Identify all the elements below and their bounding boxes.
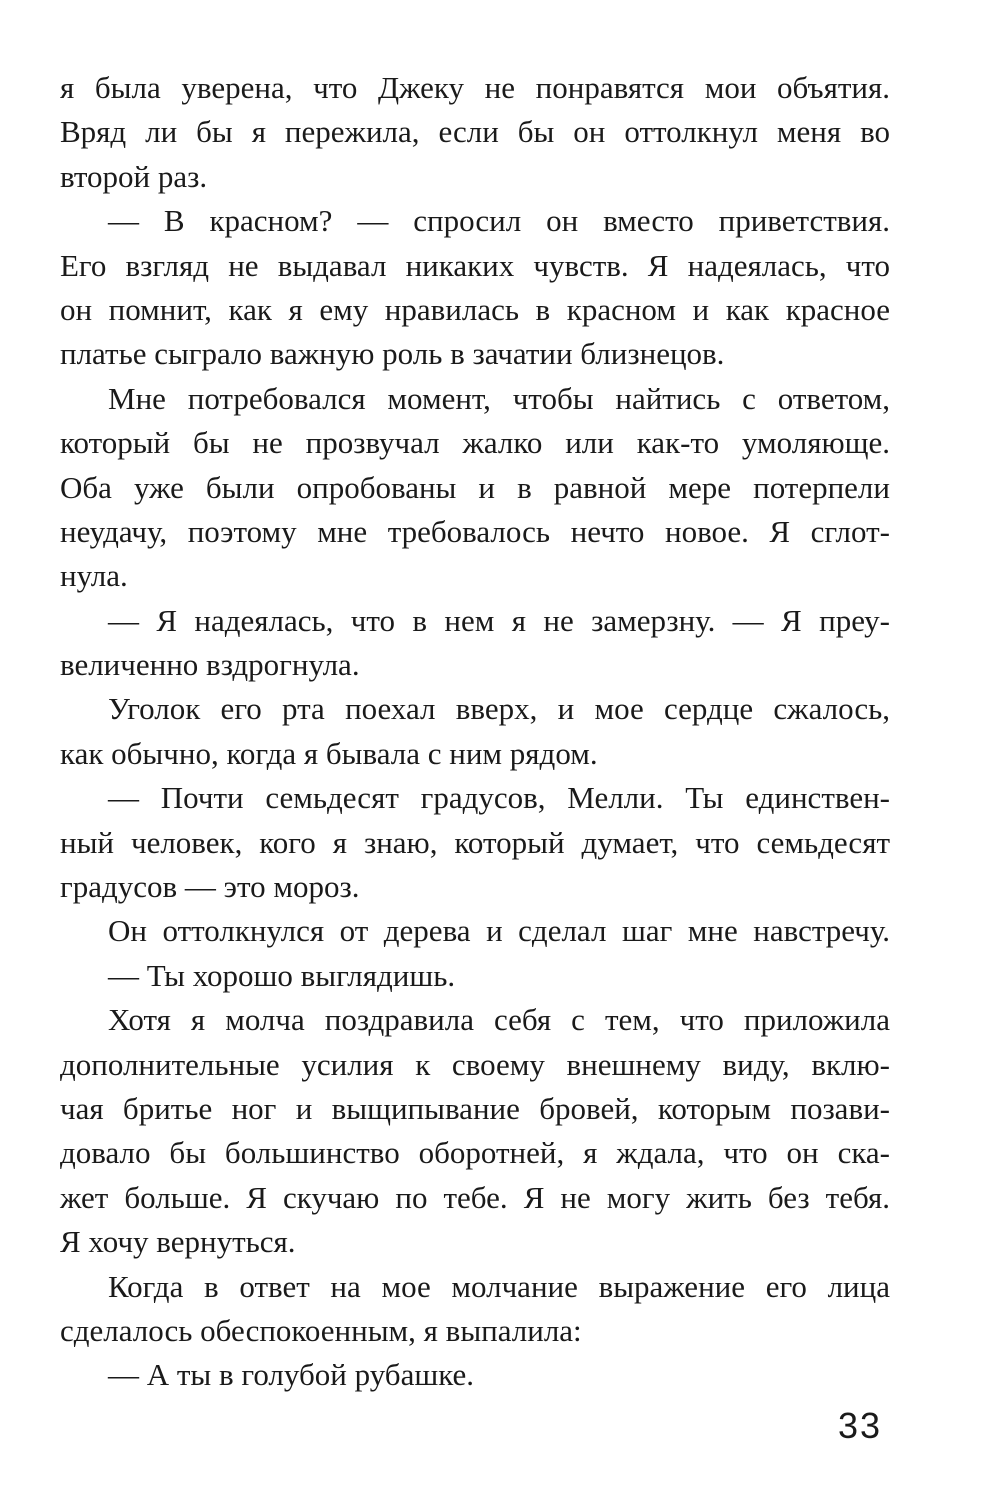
text-line: он помнит, как я ему нравилась в красном и как красное (60, 291, 890, 327)
text-line: неудачу, поэтому мне требовалось нечто новое. Я сглот- (60, 513, 890, 549)
text-line: ный человек, кого я знаю, который думает, что семьдесят (60, 824, 890, 860)
text-line: Мне потребовался момент, чтобы найтись с ответом, (108, 380, 890, 416)
text-line: Я хочу вернуться. (60, 1224, 296, 1260)
text-line: я была уверена, что Джеку не понравятся мои объятия. (60, 70, 890, 105)
text-line: чая бритье ног и выщипывание бровей, которым позави- (60, 1090, 890, 1126)
text-line: платье сыграло важную роль в зачатии близнецов. (60, 336, 725, 372)
text-line: Уголок его рта поехал вверх, и мое сердце сжалось, (108, 691, 890, 727)
text-line: который бы не прозвучал жалко или как-то умоляюще. (60, 425, 890, 461)
text-line: Вряд ли бы я пережила, если бы он оттолкнул меня во (60, 114, 890, 150)
text-line: — А ты в голубой рубашке. (108, 1357, 474, 1393)
text-line: величенно вздрогнула. (60, 647, 360, 683)
text-line: градусов — это мороз. (60, 869, 360, 905)
text-line: — Я надеялась, что в нем я не замерзну. — Я преу- (108, 602, 890, 638)
text-line: как обычно, когда я бывала с ним рядом. (60, 735, 598, 771)
text-line: Его взгляд не выдавал никаких чувств. Я надеялась, что (60, 247, 890, 283)
text-line: сделалось обеспокоенным, я выпалила: (60, 1312, 582, 1348)
text-line: жет больше. Я скучаю по тебе. Я не могу жить без тебя. (60, 1179, 890, 1215)
text-line: дополнительные усилия к своему внешнему виду, вклю- (60, 1046, 890, 1082)
page-number: 33 (838, 1405, 883, 1446)
text-line: Оба уже были опробованы и в равной мере потерпели (60, 469, 890, 505)
text-line: — В красном? — спросил он вместо приветствия. (108, 203, 890, 239)
text-line: — Почти семьдесят градусов, Мелли. Ты единствен- (108, 780, 890, 816)
text-line: Он оттолкнулся от дерева и сделал шаг мне навстречу. (108, 913, 890, 949)
text-line: Когда в ответ на мое молчание выражение его лица (108, 1268, 890, 1304)
page-body (60, 66, 890, 1398)
text-line: — Ты хорошо выглядишь. (108, 957, 456, 993)
text-line: второй раз. (60, 158, 208, 194)
text-line: довало бы большинство оборотней, я ждала, что он ска- (60, 1135, 890, 1171)
text-line: нула. (60, 558, 128, 594)
text-line: Хотя я молча поздравила себя с тем, что приложила (108, 1002, 890, 1038)
